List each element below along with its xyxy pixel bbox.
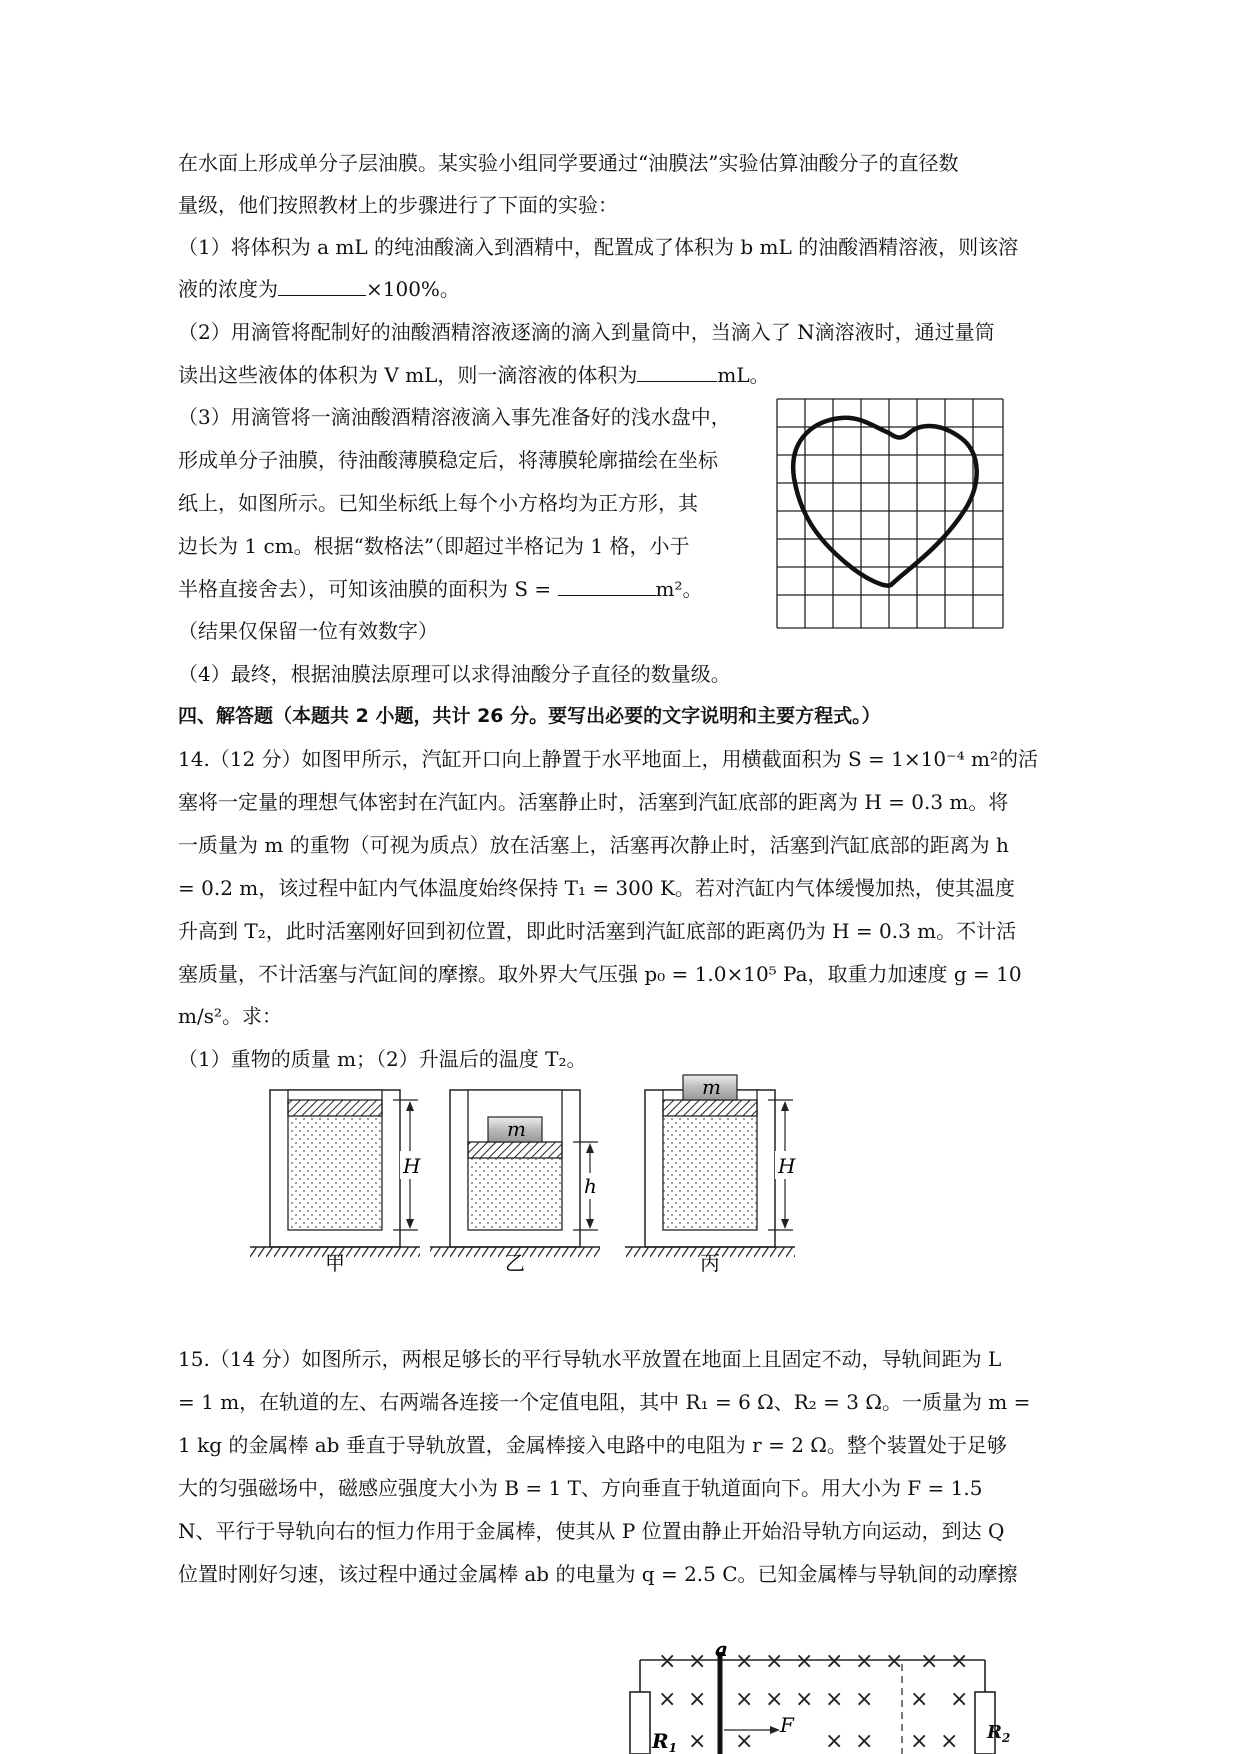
svg-text:×: ×	[735, 1649, 754, 1674]
text-line: 在水面上形成单分子层油膜。某实验小组同学要通过“油膜法”实验估算油酸分子的直径数	[178, 151, 959, 175]
svg-text:×: ×	[795, 1687, 814, 1712]
svg-text:×: ×	[825, 1687, 844, 1712]
text-line: 14.（12 分）如图甲所示，汽缸开口向上静置于水平地面上，用横截面积为 S = 1×10⁻⁴ m²的活	[178, 747, 1038, 771]
svg-text:×: ×	[885, 1649, 904, 1674]
magnetic-field-crosses	[658, 1649, 968, 1754]
height-label-h: h	[584, 1174, 597, 1198]
text-line	[178, 277, 460, 301]
text-fragment: 半格直接舍去），可知该油膜的面积为 S =	[178, 577, 552, 601]
svg-text:×: ×	[735, 1687, 754, 1712]
svg-text:×: ×	[940, 1729, 959, 1754]
text-line: 塞质量，不计活塞与汽缸间的摩擦。取外界大气压强 p₀ = 1.0×10⁵ Pa，取重力加速度 g = 10	[178, 962, 1022, 986]
svg-text:×: ×	[855, 1729, 874, 1754]
text-line: = 1 m，在轨道的左、右两端各连接一个定值电阻，其中 R₁ = 6 Ω、R₂ = 3 Ω。一质量为 m =	[178, 1390, 1031, 1414]
text-line: （1）将体积为 a mL 的纯油酸滴入到酒精中，配置成了体积为 b mL 的油酸酒精溶液，则该溶	[178, 235, 1019, 259]
rail-figure	[620, 1640, 1000, 1754]
text-fragment: 读出这些液体的体积为 V mL，则一滴溶液的体积为	[178, 363, 638, 387]
cylinder-figure	[250, 1065, 870, 1275]
svg-text:×: ×	[688, 1687, 707, 1712]
answer-blank	[637, 363, 717, 382]
text-line: 15.（14 分）如图所示，两根足够长的平行导轨水平放置在地面上且固定不动，导轨间距为 L	[178, 1347, 1002, 1371]
svg-text:×: ×	[658, 1687, 677, 1712]
svg-text:×: ×	[688, 1649, 707, 1674]
grid-figure	[776, 398, 1006, 630]
text-fragment: mL。	[717, 363, 770, 387]
svg-text:×: ×	[795, 1649, 814, 1674]
text-fragment: m²。	[655, 577, 703, 601]
svg-text:×: ×	[735, 1729, 754, 1754]
svg-text:×: ×	[950, 1649, 969, 1674]
section-heading: 四、解答题（本题共 2 小题，共计 26 分。要写出必要的文字说明和主要方程式。）	[178, 705, 881, 727]
text-line: （结果仅保留一位有效数字）	[178, 619, 438, 643]
text-line: （4）最终，根据油膜法原理可以求得油酸分子直径的数量级。	[178, 662, 731, 686]
text-line: 升高到 T₂，此时活塞刚好回到初位置，即此时活塞到汽缸底部的距离仍为 H = 0.3 m。不计活	[178, 919, 1017, 943]
svg-text:×: ×	[855, 1649, 874, 1674]
height-label-H: H	[778, 1154, 796, 1178]
svg-text:×: ×	[910, 1687, 929, 1712]
figure-label-bing: 丙	[700, 1251, 720, 1275]
figure-label-yi: 乙	[505, 1251, 525, 1275]
mass-label: m	[507, 1117, 526, 1141]
label-F: F	[780, 1713, 794, 1737]
text-line: 纸上，如图所示。已知坐标纸上每个小方格均为正方形，其	[178, 491, 698, 515]
mass-label: m	[702, 1075, 721, 1099]
text-line: = 0.2 m，该过程中缸内气体温度始终保持 T₁ = 300 K。若对汽缸内气体缓慢加热，使其温度	[178, 876, 1015, 900]
svg-text:×: ×	[910, 1729, 929, 1754]
svg-text:×: ×	[825, 1649, 844, 1674]
svg-text:×: ×	[950, 1687, 969, 1712]
svg-text:×: ×	[920, 1649, 939, 1674]
svg-text:×: ×	[825, 1729, 844, 1754]
text-line: （3）用滴管将一滴油酸酒精溶液滴入事先准备好的浅水盘中，	[178, 405, 731, 429]
height-label-H: H	[403, 1154, 421, 1178]
cylinder-a	[250, 1090, 421, 1275]
text-line: 量级，他们按照教材上的步骤进行了下面的实验：	[178, 193, 618, 217]
svg-text:×: ×	[688, 1729, 707, 1754]
text-line: 一质量为 m 的重物（可视为质点）放在活塞上，活塞再次静止时，活塞到汽缸底部的距离为 h	[178, 833, 1009, 857]
label-R2: $R_2$	[987, 1722, 1011, 1745]
oil-film-outline	[793, 418, 977, 586]
text-fragment: 液的浓度为	[178, 277, 278, 301]
cylinder-c	[625, 1075, 796, 1275]
text-line: 大的匀强磁场中，磁感应强度大小为 B = 1 T、方向垂直于轨道面向下。用大小为 F = 1.5	[178, 1476, 983, 1500]
text-line: 位置时刚好匀速，该过程中通过金属棒 ab 的电量为 q = 2.5 C。已知金属棒与导轨间的动摩擦	[178, 1562, 1018, 1586]
text-line	[178, 363, 770, 387]
text-line: 形成单分子油膜，待油酸薄膜稳定后，将薄膜轮廓描绘在坐标	[178, 448, 718, 472]
text-line	[178, 577, 703, 601]
svg-text:×: ×	[855, 1687, 874, 1712]
figure-label-jia: 甲	[325, 1251, 345, 1275]
cylinder-b	[430, 1090, 600, 1275]
answer-blank	[278, 277, 366, 296]
svg-text:×: ×	[765, 1687, 784, 1712]
text-line: 塞将一定量的理想气体密封在汽缸内。活塞静止时，活塞到汽缸底部的距离为 H = 0.3 m。将	[178, 790, 1009, 814]
svg-text:×: ×	[765, 1649, 784, 1674]
text-fragment: ×100%。	[366, 277, 460, 301]
text-line: N、平行于导轨向右的恒力作用于金属棒，使其从 P 位置由静止开始沿导轨方向运动，到达 Q	[178, 1519, 1005, 1543]
label-R1: $R_1$	[652, 1729, 677, 1754]
text-line: m/s²。求：	[178, 1004, 282, 1028]
answer-blank	[558, 577, 656, 596]
text-line: 边长为 1 cm。根据“数格法”（即超过半格记为 1 格，小于	[178, 534, 690, 558]
text-line: 1 kg 的金属棒 ab 垂直于导轨放置，金属棒接入电路中的电阻为 r = 2 Ω。整个装置处于足够	[178, 1433, 1007, 1457]
text-line: （1）重物的质量 m；（2）升温后的温度 T₂。	[178, 1047, 587, 1071]
label-a: a	[715, 1640, 728, 1661]
text-line: （2）用滴管将配制好的油酸酒精溶液逐滴的滴入到量筒中，当滴入了 N滴溶液时，通过量筒	[178, 320, 995, 344]
svg-text:×: ×	[658, 1649, 677, 1674]
